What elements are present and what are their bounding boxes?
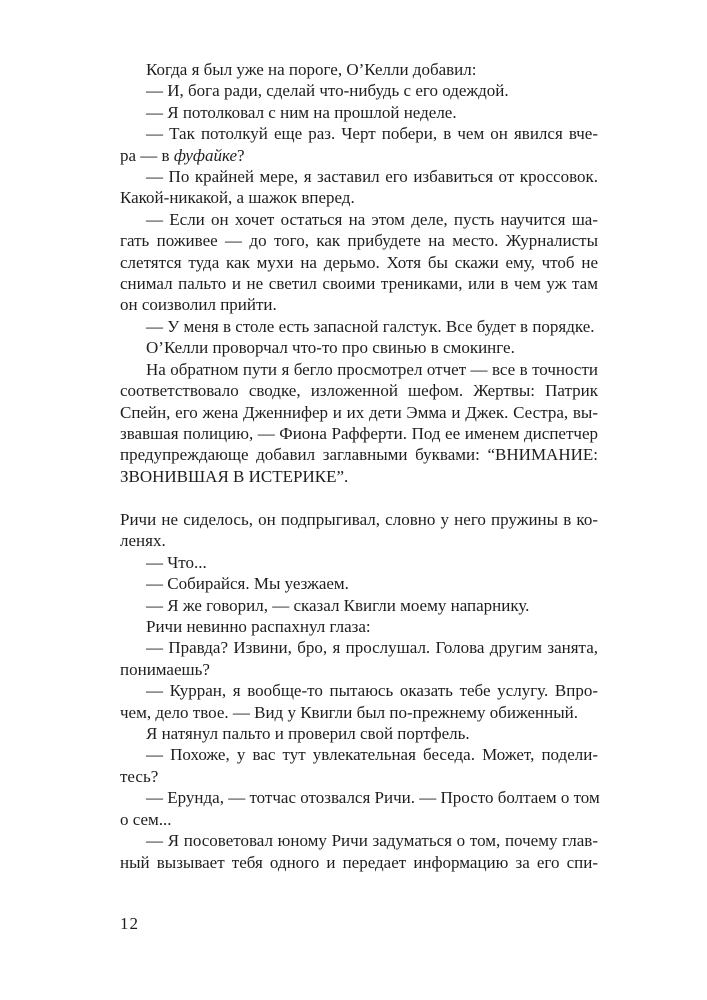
text-line [120,59,598,80]
line-text: — Ерунда, — тотчас отозвался Ричи. — Просто болтаем о том [146,788,600,808]
text-line [120,145,598,166]
line-text: слетятся туда как мухи на дерьмо. Хотя бы скажи ему, чтоб не [120,252,598,272]
line-text: На обратном пути я бегло просмотрел отчет — все в точности [146,359,598,379]
line-text: тесь? [120,766,159,786]
text-line [120,80,598,101]
text-line [120,316,598,337]
line-text: он соизволил прийти. [120,295,277,315]
text-line [120,252,598,273]
text-line [120,744,598,765]
line-text: — Я посоветовал юному Ричи задуматься о том, почему глав- [146,831,598,851]
text-line [120,402,598,423]
text-line [120,209,598,230]
text-line [120,616,598,637]
line-text: — Если он хочет остаться на этом деле, пусть научится ша- [146,209,598,229]
line-text: звавшая полицию, — Фиона Рафферти. Под ее именем диспетчер [120,423,598,443]
text-line [120,680,598,701]
text-line [120,552,598,573]
text-line [120,809,598,830]
line-text: Какой-никакой, а шажок вперед. [120,188,355,208]
text-section-2 [120,509,598,873]
line-text: — И, бога ради, сделай что-нибудь с его одеждой. [146,81,509,101]
line-text: гать поживее — до того, как прибудете на место. Журналисты [120,231,598,251]
line-text: Когда я был уже на пороге, О’Келли добавил: [146,60,477,79]
text-line [120,852,598,873]
italic-word: фуфайке [173,145,238,165]
text-line [120,466,598,487]
line-text: — Похоже, у вас тут увлекательная беседа. Может, подели- [146,745,598,765]
line-text: Я натянул пальто и проверил свой портфель. [146,724,470,744]
line-text: — У меня в столе есть запасной галстук. Все будет в порядке. [146,316,595,336]
line-text: Ричи не сиделось, он подпрыгивал, словно у него пружины в ко- [120,510,598,529]
line-text: снимал пальто и не светил своими трениками, или в чем уж там [120,274,598,294]
text-line [120,509,598,530]
line-text: Ричи невинно распахнул глаза: [146,617,371,637]
line-text: о сем... [120,809,172,829]
text-line [120,187,598,208]
text-line [120,294,598,315]
text-line [120,380,598,401]
line-text: соответствовало сводке, изложенной шефом. Жертвы: Патрик [120,381,598,401]
text-line [120,359,598,380]
text-line [120,830,598,851]
text-line [120,637,598,658]
text-line [120,102,598,123]
text-line [120,723,598,744]
line-text: предупреждающе добавил заглавными буквами: “ВНИМАНИЕ: [120,445,598,465]
text-line [120,766,598,787]
text-line [120,659,598,680]
line-text: понимаешь? [120,659,210,679]
line-text: ЗВОНИВШАЯ В ИСТЕРИКЕ”. [120,466,349,486]
text-line [120,530,598,551]
text-line [120,444,598,465]
line-text: Спейн, его жена Дженнифер и их дети Эмма и Джек. Сестра, вы- [120,402,598,422]
text-line [120,230,598,251]
line-text: — Курран, я вообще-то пытаюсь оказать тебе услугу. Впро- [146,681,598,701]
text-line [120,702,598,723]
text-line [120,337,598,358]
line-text: ? [237,145,245,165]
line-text: — Собирайся. Мы уезжаем. [146,574,349,594]
page-number: 12 [120,914,139,933]
text-line [120,273,598,294]
text-line [120,595,598,616]
text-line [120,787,598,808]
line-text: — Так потолкуй еще раз. Черт побери, в чем он явился вче- [146,124,598,144]
line-text: — По крайней мере, я заставил его избавиться от кроссовок. [146,167,598,187]
text-line [120,123,598,144]
line-text: — Я потолковал с ним на прошлой неделе. [146,102,457,122]
line-text: — Что... [146,552,207,572]
text-line [120,423,598,444]
text-line [120,166,598,187]
line-text: ра — в [120,145,174,165]
line-text: — Я же говорил, — сказал Квигли моему напарнику. [146,595,530,615]
line-text: — Правда? Извини, бро, я прослушал. Голова другим занята, [146,638,598,658]
line-text: чем, дело твое. — Вид у Квигли был по-прежнему обиженный. [120,702,578,722]
line-text: ный вызывает тебя одного и передает информацию за его спи- [120,852,598,872]
text-line [120,573,598,594]
line-text: ленях. [120,531,166,551]
line-text: О’Келли проворчал что-то про свинью в смокинге. [146,338,515,358]
text-section-1 [120,59,598,487]
